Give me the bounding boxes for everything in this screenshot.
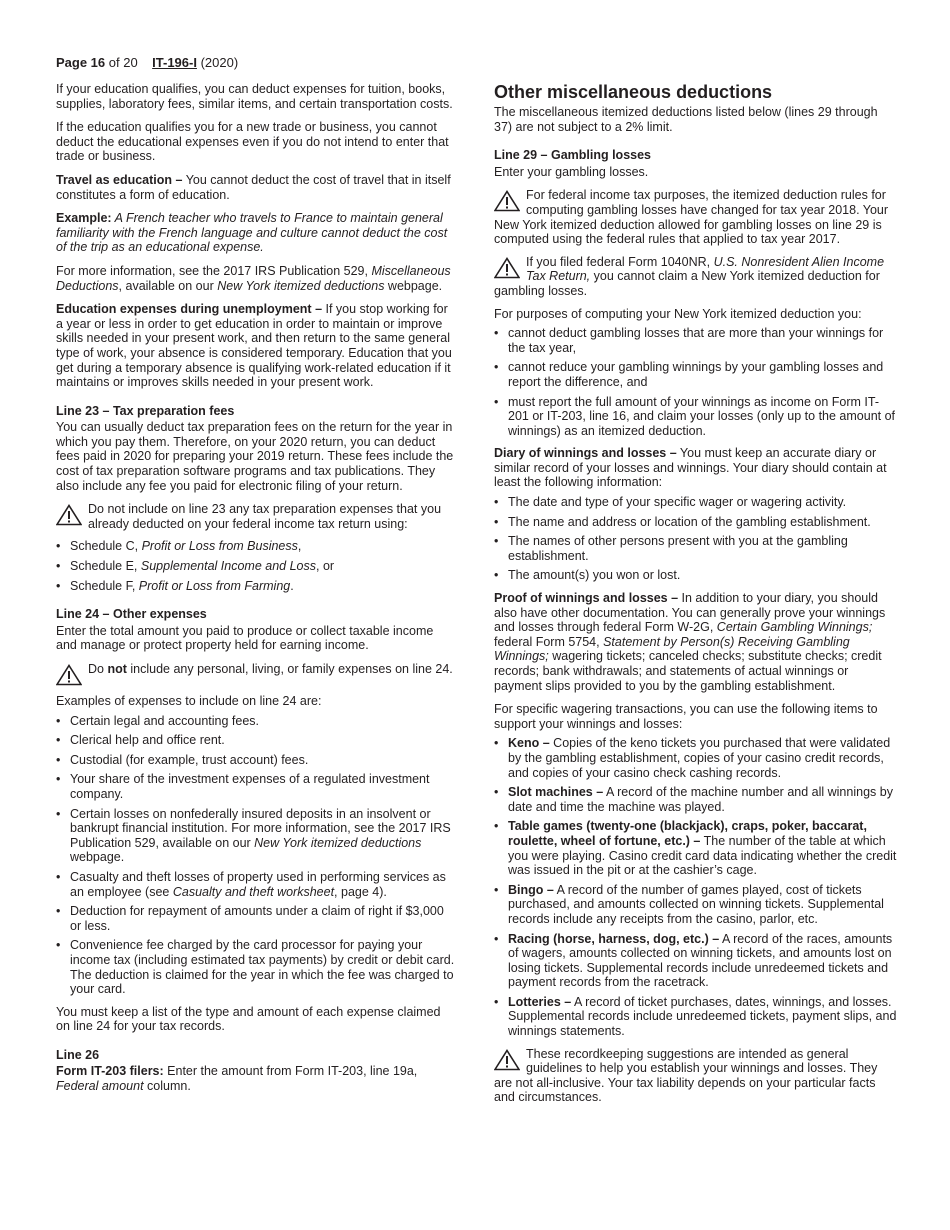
paragraph: For purposes of computing your New York itemized deduction you: [494,306,862,321]
paragraph: If your education qualifies, you can deduct expenses for tuition, books, supplies, laboratory fees, similar items, and certain transportation costs. [56,82,453,111]
section-heading: Line 24 – Other expenses [56,607,207,622]
list-item: • Keno – Copies of the keno tickets you purchased that were validated by the gambling establishment, copies of your casino credit records, and copies of your casino check cashing records. [494,736,898,780]
paragraph: For specific wagering transactions, you can use the following items to support your winnings and losses: [494,702,878,731]
list-item: • must report the full amount of your winnings as income on Form IT-201 or IT-203, line 16, and claim your losses (only up to the amount of winnings) as an itemized deduction. [494,395,898,439]
paragraph: Enter your gambling losses. [494,164,649,179]
paragraph: If the education qualifies you for a new trade or business, you cannot deduct the educational expenses even if you do not intend to enter that trade or business. [56,120,449,164]
paragraph: Diary of winnings and losses – You must keep an accurate diary or similar record of your losses and winnings. Your diary should contain at least the following information: [494,446,887,490]
example-paragraph: Example: A French teacher who travels to France to maintain general familiarity with the French language and culture cannot deduct the cost of the trip as an educational expense. [56,211,448,255]
section-heading: Line 26 [56,1047,100,1062]
list-item: • Racing (horse, harness, dog, etc.) – A record of the races, amounts of wagers, amounts collected on winning tickets, and amounts lost on losing tickets. Supplemental records include unredeemed tickets and payment records from the racetrack. [494,932,898,990]
paragraph: Form IT-203 filers: Enter the amount from Form IT-203, line 19a, Federal amount column. [56,1064,418,1094]
list-item: • Custodial (for example, trust account) fees. [56,753,456,768]
paragraph: Proof of winnings and losses – In addition to your diary, you should also have other documentation. You can generally prove your winnings and losses through federal Form W-2G, Certain Gambling Winnings; federal Form 5754, Statement by Person(s) Receiving Gambling Winnings; wagering tickets; canceled checks; substitute checks; credit records; bank withdrawals; and statements of actual winnings or payment slips provided to you by the gambling establishment. [494,591,886,693]
list-item: • cannot deduct gambling losses that are more than your winnings for the tax year, [494,326,898,355]
diary-list [494,495,898,583]
caution-note: If you filed federal Form 1040NR, U.S. Nonresident Alien Income Tax Return, you cannot claim a New York itemized deduction for gambling losses. [494,254,885,298]
list-item: • Lotteries – A record of ticket purchases, dates, winnings, and losses. Supplemental records include unredeemed tickets, payment slips, and winnings statements. [494,995,898,1039]
section-title: Other miscellaneous deductions [494,82,773,102]
list-item: • Deduction for repayment of amounts under a claim of right if $3,000 or less. [56,904,456,933]
section-heading: Line 23 – Tax preparation fees [56,403,235,418]
paragraph: Enter the total amount you paid to produce or collect taxable income and manage or protect property held for earning income. [56,623,434,653]
list-item: • Certain legal and accounting fees. [56,714,456,729]
wagering-list [494,736,898,1038]
page-header [56,55,238,70]
form-year: (2020) [200,55,239,70]
list-item: • cannot reduce your gambling winnings by your gambling losses and report the difference, and [494,360,898,389]
paragraph: You can usually deduct tax preparation fees on the return for the year in which you pay them. Therefore, on your 2020 return, you can deduct fees paid in 2020 for preparing your 2019 return. These fees include the cost of tax preparation software programs and tax publications. They also include any fee you paid for electronic filing of your return. [56,420,454,493]
warning-icon [56,664,82,686]
list-item: • The date and type of your specific wager or wagering activity. [494,495,898,510]
list-item: • The names of other persons present with you at the gambling establishment. [494,534,898,563]
list-item: • The name and address or location of the gambling establishment. [494,515,898,530]
section-heading: Line 29 – Gambling losses [494,148,652,163]
page-number: Page 16 [56,55,106,70]
list-item: • Clerical help and office rent. [56,733,456,748]
list-item: • Table games (twenty-one (blackjack), craps, poker, baccarat, roulette, wheel of fortune, etc.) – The number of the table at which you were playing. Casino credit card data indicating whether the credit was issued in the pit or at the cashier’s cage. [494,819,898,877]
paragraph: For more information, see the 2017 IRS Publication 529, Miscellaneous Deductions, available on our New York itemized deductions webpage. [56,263,451,293]
schedule-list [56,539,456,593]
paragraph: Education expenses during unemployment – If you stop working for a year or less in order to get education in order to maintain or improve skills needed in your present work, and then return to the same general type of work, your absence is considered temporary. Education that you get during a temporary absence is qualifying work-related education if it maintains or improves skills needed in your present work. [56,302,452,390]
expense-list [56,714,456,997]
form-number: IT-196-I [152,55,197,70]
caution-note: These recordkeeping suggestions are intended as general guidelines to help you establish your winnings and losses. They are not all-inclusive. Your tax liability depends on your particular facts and circumstances. [494,1046,878,1105]
list-item: • Schedule F, Profit or Loss from Farming. [56,579,456,594]
list-item: • Casualty and theft losses of property used in performing services as an employee (see Casualty and theft worksheet, page 4). [56,870,456,899]
right-column [494,82,898,1113]
left-column [56,82,456,1103]
caution-note: For federal income tax purposes, the itemized deduction rules for computing gambling losses have changed for tax year 2018. Your New York itemized deduction allowed for gambling losses on line 29 is computed using the federal rules that applied to tax year 2017. [494,188,889,247]
list-item: • Bingo – A record of the number of games played, cost of tickets purchased, and amounts collected on winning tickets. Supplemental records include any receipts from the casino, parlor, etc. [494,883,898,927]
rules-list [494,326,898,438]
warning-icon [494,257,520,279]
list-item: • Convenience fee charged by the card processor for paying your income tax (including estimated tax payments) by credit or debit card. The deduction is claimed for the year in which the fee was charged to your card. [56,938,456,996]
warning-icon [56,504,82,526]
list-item: • Schedule C, Profit or Loss from Business, [56,539,456,554]
paragraph: Examples of expenses to include on line 24 are: [56,694,322,708]
paragraph: Travel as education – You cannot deduct the cost of travel that in itself constitutes a form of education. [56,172,451,202]
caution-note: Do not include any personal, living, or family expenses on line 24. [56,662,456,686]
paragraph: The miscellaneous itemized deductions listed below (lines 29 through 37) are not subject to a 2% limit. [494,105,878,134]
list-item: • Certain losses on nonfederally insured deposits in an insolvent or bankrupt financial institution. For more information, see the 2017 IRS Publication 529, available on our New York itemized deductions webpage. [56,807,456,865]
page-total: of 20 [108,55,138,70]
paragraph: You must keep a list of the type and amount of each expense claimed on line 24 for your tax records. [56,1004,441,1034]
list-item: • The amount(s) you won or lost. [494,568,898,583]
list-item: • Your share of the investment expenses of a regulated investment company. [56,772,456,801]
list-item: • Slot machines – A record of the machine number and all winnings by date and time the machine was played. [494,785,898,814]
warning-icon [494,1049,520,1071]
list-item: • Schedule E, Supplemental Income and Loss, or [56,559,456,574]
warning-icon [494,190,520,212]
caution-note: Do not include on line 23 any tax preparation expenses that you already deducted on your federal income tax return using: [56,502,456,531]
